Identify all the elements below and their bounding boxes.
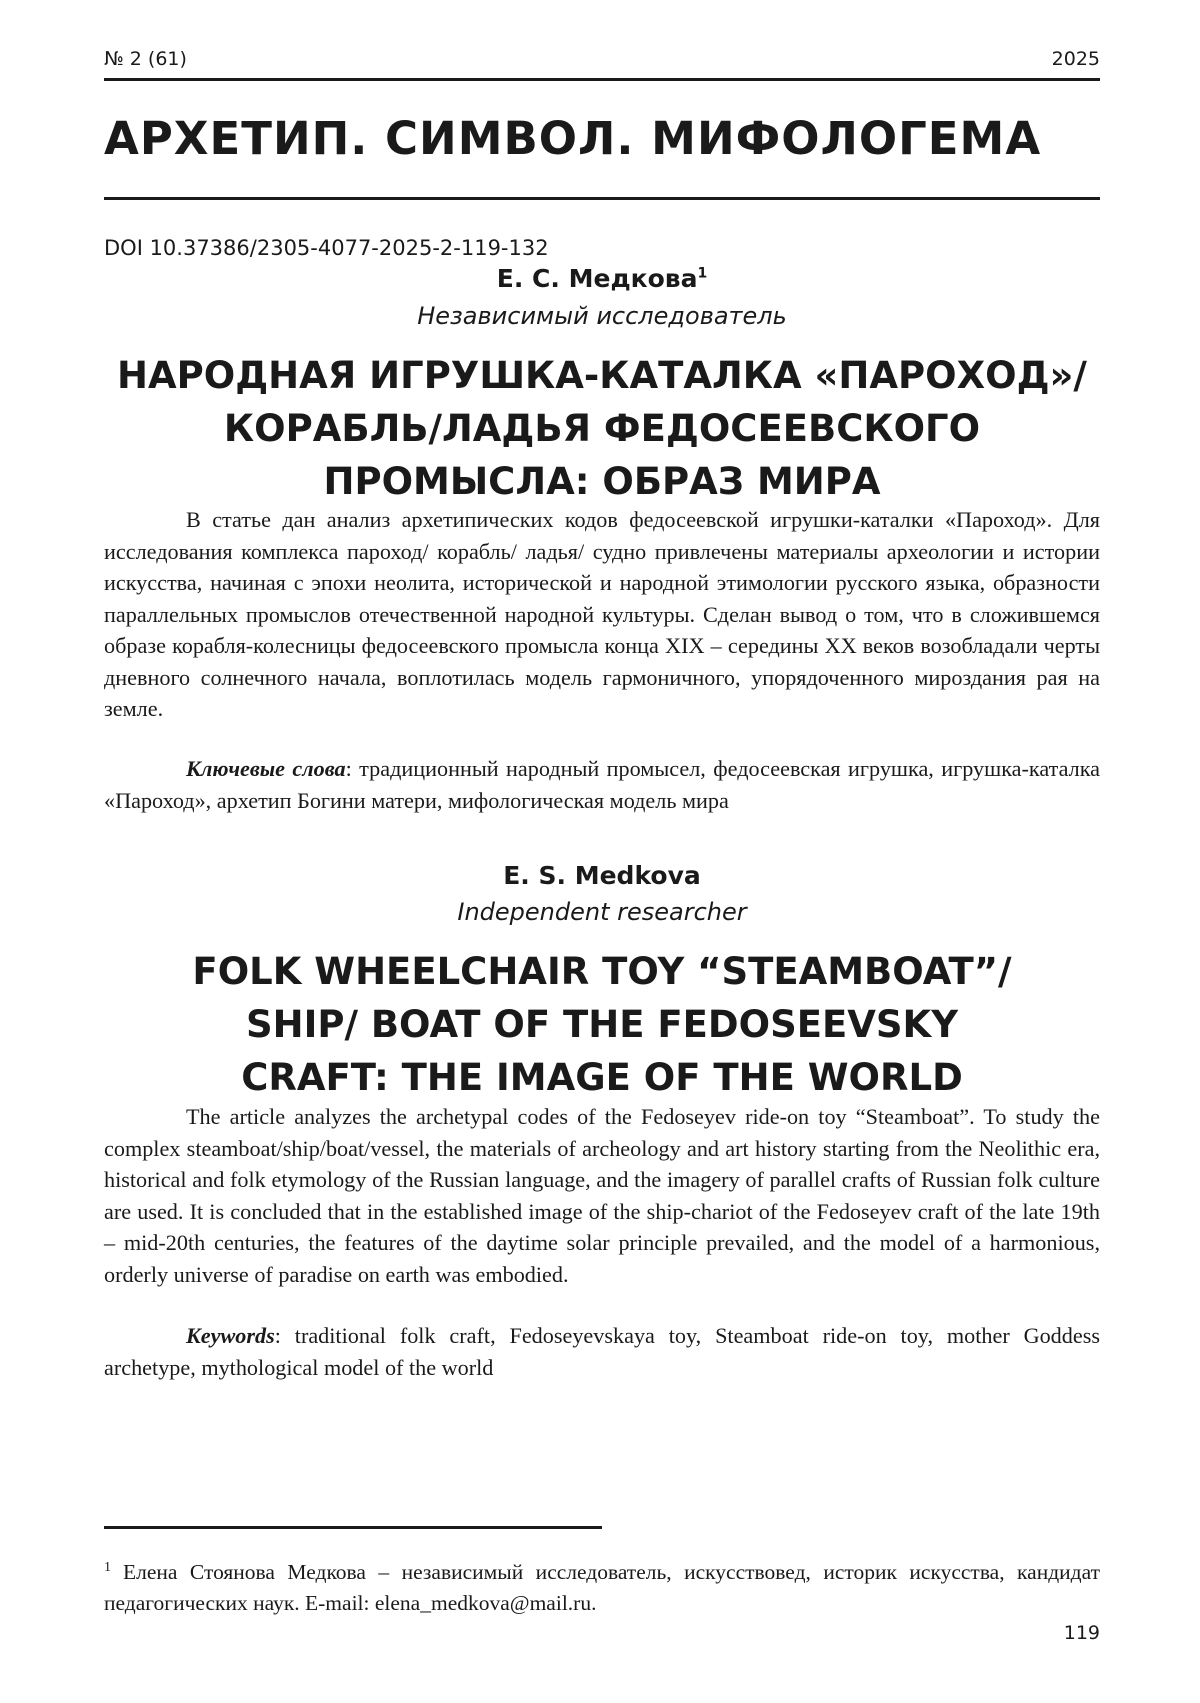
title-line: SHIP/ BOAT OF THE FEDOSEEVSKY	[245, 1003, 959, 1046]
keywords-en	[104, 1320, 1100, 1383]
header-rule	[104, 78, 1100, 81]
title-line: FOLK WHEELCHAIR TOY “STEAMBOAT”/	[192, 950, 1012, 993]
keywords-ru	[104, 753, 1100, 816]
keywords-label-ru: Ключевые слова	[186, 756, 346, 781]
footnote-rule	[104, 1526, 602, 1529]
doi: DOI 10.37386/2305-4077-2025-2-119-132	[104, 236, 549, 260]
keywords-text-ru: : традиционный народный промысел, федосеевская игрушка, игрушка-каталка «Пароход», архетип Богини матери, мифологическая модель мира	[104, 756, 1100, 813]
issue-number: № 2 (61)	[104, 48, 187, 70]
author-ru	[104, 264, 1100, 293]
abstract-en: The article analyzes the archetypal codes of the Fedoseyev ride-on toy “Steamboat”. To study the complex steamboat/ship/boat/vessel, the materials of archeology and art history starting from the Neolithic era, historical and folk etymology of the Russian language, and the imagery of parallel crafts of Russian folk culture are used. It is concluded that in the established image of the ship-chariot of the Fedoseyev craft of the late 19th – mid-20th centuries, the features of the daytime solar principle prevailed, and the model of a harmonious, orderly universe of paradise on earth was embodied.	[104, 1104, 1100, 1287]
abstract-ru: В статье дан анализ архетипических кодов федосеевской игрушки-каталки «Пароход». Для исследования комплекса пароход/ корабль/ ладья/ судно привлечены материалы археологии и истории искусства, начиная с эпохи неолита, исторической и народной этимологии русского языка, образности параллельных промыслов отечественной народной культуры. Сделан вывод о том, что в сложившемся образе корабля-колесницы федосеевского промысла конца XIX – середины XX веков возобладали черты дневного солнечного начала, воплотилась модель гармоничного, упорядоченного мироздания рая на земле.	[104, 507, 1100, 721]
keywords-text-en: : traditional folk craft, Fedoseyevskaya toy, Steamboat ride-on toy, mother Goddess archetype, mythological model of the world	[104, 1323, 1100, 1380]
issue-year: 2025	[1051, 48, 1100, 70]
title-line: CRAFT: THE IMAGE OF THE WORLD	[241, 1056, 963, 1099]
author-en: E. S. Medkova	[503, 861, 701, 890]
section-rule	[104, 197, 1100, 200]
keywords-label-en: Keywords	[186, 1323, 275, 1348]
running-header	[104, 48, 1100, 74]
article-title-en	[104, 945, 1100, 1104]
article-title-ru	[104, 349, 1100, 508]
page-number: 119	[1063, 1622, 1100, 1644]
footnote-ref[interactable]: 1	[697, 265, 708, 282]
affiliation-ru: Независимый исследователь	[417, 302, 787, 330]
author-name-ru: Е. С. Медкова	[496, 264, 698, 293]
footnote	[104, 1552, 1100, 1619]
title-line: ПРОМЫСЛА: ОБРАЗ МИРА	[323, 460, 881, 503]
journal-page	[104, 0, 1100, 1703]
affiliation-en: Independent researcher	[457, 898, 747, 926]
title-line: КОРАБЛЬ/ЛАДЬЯ ФЕДОСЕЕВСКОГО	[223, 407, 981, 450]
footnote-text: Елена Стоянова Медкова – независимый исследователь, искусствовед, историк искусства, кандидат педагогических наук. E-mail: elena_medkova@mail.ru.	[104, 1560, 1100, 1616]
title-line: НАРОДНАЯ ИГРУШКА-КАТАЛКА «ПАРОХОД»/	[117, 354, 1087, 397]
section-title: АРХЕТИП. СИМВОЛ. МИФОЛОГЕМА	[104, 112, 1042, 165]
footnote-mark: 1	[104, 1560, 111, 1575]
